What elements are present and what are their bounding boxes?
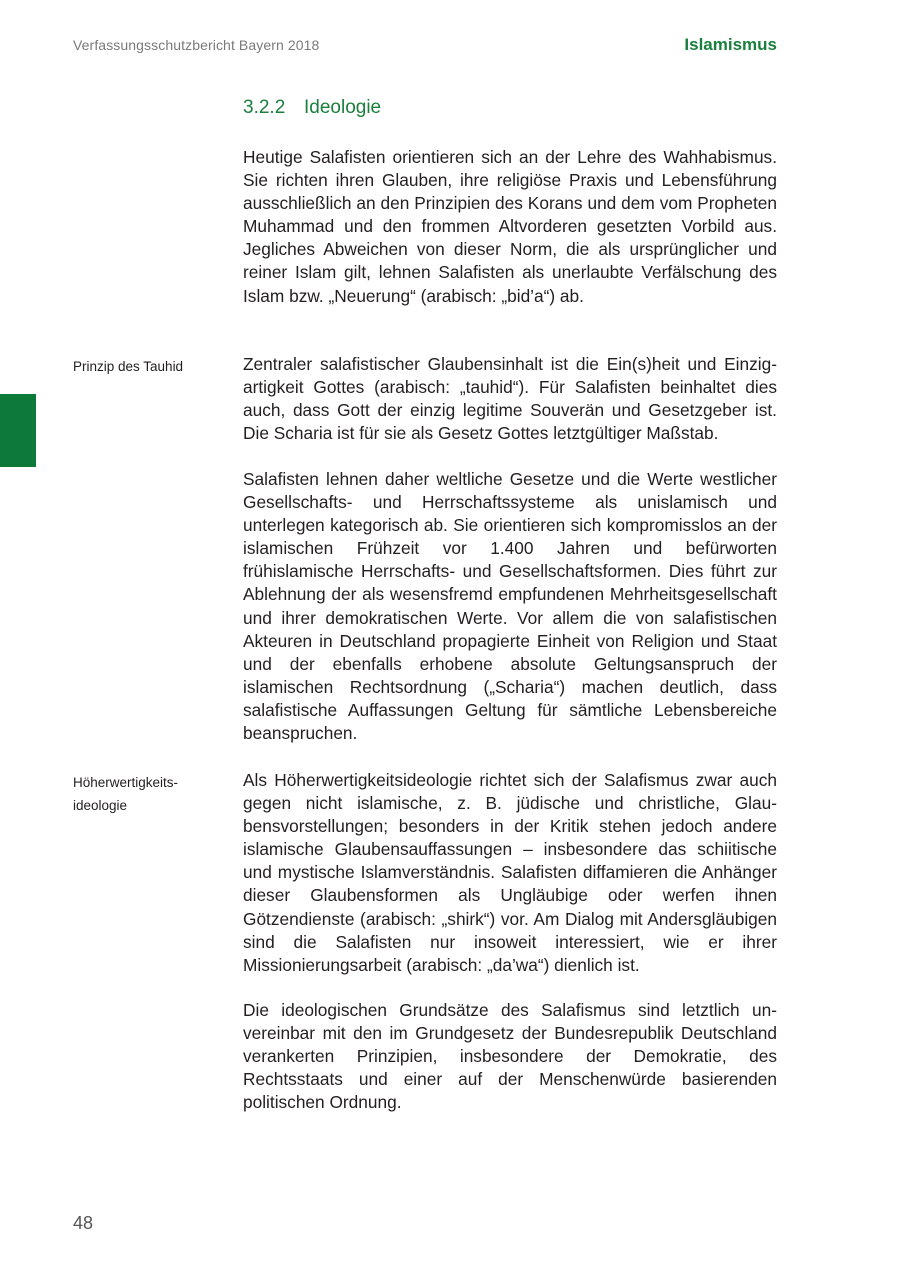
paragraph-conclusion: Die ideologischen Grundsätze des Salafismus sind letztlich unvereinbar mit den im Grundgesetz der Bundesrepublik Deutschland verankerten Prinzipien, insbesondere der Demokratie, des Rechtsstaats und einer auf der Menschenwürde basierenden politischen Ordnung. [243, 1000, 777, 1113]
running-header-chapter: Islamismus [684, 35, 777, 54]
paragraph-intro: Heutige Salafisten orientieren sich an der Lehre des Wahhabismus. Sie richten ihren Glauben, ihre religiöse Praxis und Lebensführung ausschließlich an den Prinzipien des Korans und dem vom Propheten Muhammad und den frommen Altvorderen gesetzten Vorbild aus. Jegliches Abweichen von dieser Norm, die als ursprünglicher und reiner Islam gilt, lehnen Salafisten als unerlaubte Verfälschung des Islam bzw. „Neuerung“ (arabisch: „bid’a“) ab. [243, 147, 777, 306]
chapter-tab-marker [0, 394, 36, 467]
paragraph-rejection: Salafisten lehnen daher weltliche Gesetze und die Werte westlicher Gesellschafts- und Herrschaftssysteme als unislamisch und unterlegen kategorisch ab. Sie orientieren sich kompromisslos an der islamischen Frühzeit vor 1.400 Jahren und befürworten frühislamische Herrschafts- und Gesellschaftsformen. Dies führt zur Ablehnung der als wesensfremd empfundenen Mehrheitsgesellschaft und ihrer demokratischen Werte. Vor allem die von salafistischen Akteuren in Deutschland propagierte Einheit von Religion und Staat und der ebenfalls erhobene absolute Geltungsanspruch der islamischen Rechtsordnung („Scharia“) machen deutlich, dass salafistische Auffassungen Geltung für sämtliche Lebensbereiche beanspruchen. [243, 469, 777, 744]
margin-note-superiority [73, 771, 213, 817]
page-number: 48 [73, 1213, 94, 1233]
section-title: Ideologie [304, 97, 382, 118]
section-heading [243, 97, 381, 119]
paragraph-tauhid: Zentraler salafistischer Glaubensinhalt ist die Ein(s)heit und Einzigartigkeit Gottes (arabisch: „tauhid“). Für Salafisten beinhaltet dies auch, dass Gott der einzig legitime Souverän und Gesetzgeber ist. Die Scharia ist für sie als Gesetz Gottes letztgültiger Maßstab. [243, 354, 777, 444]
margin-note-superiority-line1: Höherwertigkeits- [73, 775, 179, 790]
margin-note-tauhid: Prinzip des Tauhid [73, 359, 184, 374]
margin-note-superiority-line2: ideologie [73, 798, 128, 813]
paragraph-superiority: Als Höherwertigkeitsideologie richtet sich der Salafismus zwar auch gegen nicht islamische, z. B. jüdische und christliche, Glaubensvorstellungen; besonders in der Kritik stehen jedoch andere islamische Glaubensauffassungen – insbesondere das schiitische und mystische Islamverständnis. Salafisten diffamieren die Anhänger dieser Glaubensformen als Ungläubige oder werfen ihnen Götzendienste (arabisch: „shirk“) vor. Am Dialog mit Andersgläubigen sind die Salafisten nur insoweit interessiert, wie er ihrer Missionierungsarbeit (arabisch: „da’wa“) dienlich ist. [243, 770, 777, 975]
section-number: 3.2.2 [243, 97, 286, 118]
running-header-left: Verfassungsschutzbericht Bayern 2018 [73, 37, 320, 53]
